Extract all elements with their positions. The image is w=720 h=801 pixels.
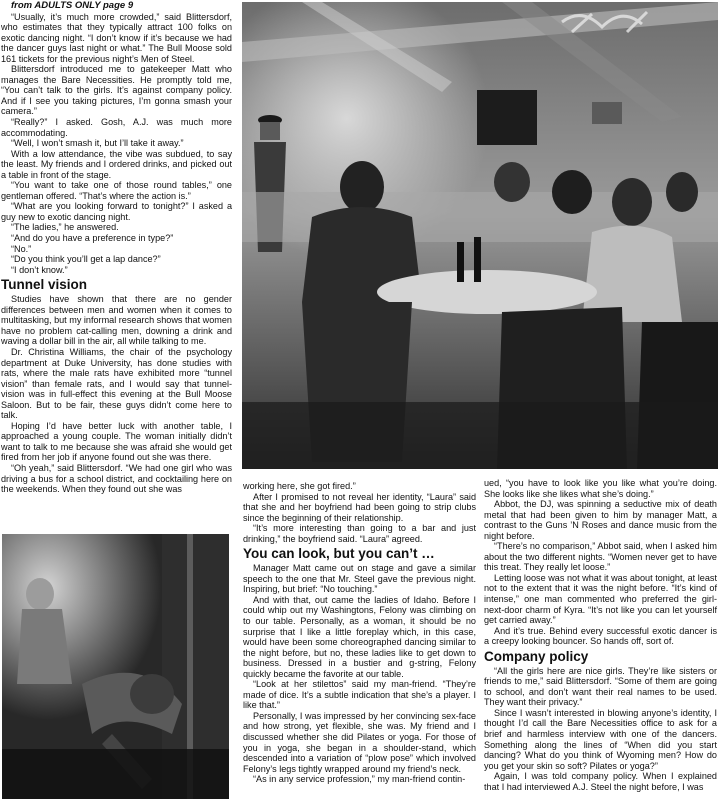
paragraph: “And do you have a preference in type?”	[11, 233, 174, 244]
paragraph: ued, “you have to look like you like what you’re doing. She looks like she likes what she’s doing.”	[484, 478, 717, 499]
paragraph: “I don’t know.”	[11, 264, 68, 275]
subheading-company-policy: Company policy	[484, 648, 589, 664]
paragraph: “Do you think you’ll get a lap dance?”	[11, 254, 161, 265]
paragraph: After I promised to not reveal her identity, “Laura” said that she and her boyfriend had been going to strip clubs since the beginning of their relationship.	[243, 491, 476, 523]
dancer-photo-art	[2, 534, 229, 799]
article-column-2	[243, 481, 476, 785]
paragraph: “What are you looking forward to tonight?” I asked a guy new to exotic dancing night.	[1, 201, 232, 222]
paragraph: working here, she got fired.”	[243, 481, 356, 491]
paragraph: “Well, I won’t smash it, but I’ll take it away.”	[11, 138, 184, 149]
paragraph: With a low attendance, the vibe was subdued, to say the least. My friends and I ordered drinks, and picked out a table in front of the stage.	[1, 148, 232, 180]
paragraph: Hoping I’d have better luck with another table, I approached a young couple. The woman initially didn’t want to talk to me because she was afraid she would get fired from her job if anyone found out she was there.	[1, 420, 232, 463]
dancer-photo	[2, 534, 229, 799]
paragraph: Studies have shown that there are no gender differences between men and women when it comes to multitasking, but my informal research shows that women have no problem cat-calling men, downing a drink and waving a dollar bill in the air, all while talking to me.	[1, 294, 232, 347]
paragraph: “No.”	[11, 243, 32, 254]
saloon-crowd-photo	[242, 2, 718, 469]
paragraph: Abbot, the DJ, was spinning a seductive mix of death metal that had been given to him by manager Matt, a contrast to the Guns ’N Roses and dance music from the night before.	[484, 499, 717, 541]
jump-line: from ADULTS ONLY page 9	[11, 0, 134, 11]
paragraph: “You want to take one of those round tables,” one gentleman offered. “That’s where the action is.”	[1, 180, 232, 201]
subheading-you-can-look: You can look, but you can’t …	[243, 546, 435, 562]
paragraph: “Really?” I asked. Gosh, A.J. was much more accommodating.	[1, 117, 232, 138]
paragraph: Manager Matt came out on stage and gave a similar speech to the one that Mr. Steel gave the previous night. Inspiring, but brief: “No touching.”	[243, 563, 476, 595]
paragraph: “All the girls here are nice girls. They’re like sisters or friends to me,” said Blittersdorf. “Some of them are going to school, and don’t want their real names to be used. They want their privacy.”	[484, 665, 717, 708]
article-column-3	[484, 478, 717, 792]
subheading-tunnel-vision: Tunnel vision	[1, 277, 88, 293]
paragraph: And it’s true. Behind every successful exotic dancer is a creepy looking bouncer. So hands off, sort of.	[484, 625, 717, 647]
paragraph: Letting loose was not what it was about tonight, at least not to the extent that it was the night before. “It’s kind of intense,” one man commented who preferred the girl-next-door charm of Kyra. “It’s not like you can let yourself get carried away.”	[484, 572, 717, 626]
saloon-crowd-photo-art	[242, 2, 718, 469]
paragraph: “The ladies,” he answered.	[11, 222, 119, 233]
paragraph: Personally, I was impressed by her convincing sex-face and how strong, yet flexible, she was. My friend and I discussed whether she did Pilates or yoga. For those of you in yoga, she began in a shoulder-stand, which descended into a variation of “plow pose” which involved Felony’s legs tightly wrapped around my friend’s neck.	[243, 710, 476, 774]
paragraph: “Oh yeah,” said Blittersdorf. “We had one girl who was driving a bus for a school district, and cocktailing here on the weekends. When they found out she was	[1, 462, 232, 495]
paragraph: And with that, out came the ladies of Idaho. Before I could whip out my Washingtons, Felony was climbing on to our table. Personally, as a woman, it should be no surprise that I like a little foreplay which, in this case, would have been some choreographed dancing similar to the night before, but no, these ladies like to get down to business. Dressed in a bustier and g-string, Felony quickly became the favorite at our table.	[243, 594, 476, 679]
paragraph: Again, I was told company policy. When I explained that I had interviewed A.J. Steel the night before, I was	[484, 771, 717, 792]
paragraph: “Look at her stilettos” said my man-friend. “They’re made of dice. It’s a subtle indication that she’s a player. I like that.”	[243, 679, 476, 711]
article-column-1	[1, 1, 232, 495]
paragraph: “There’s no comparison,” Abbot said, when I asked him about the two different nights. “Women never get to have this treat. They really let loose.”	[484, 541, 717, 573]
paragraph: Since I wasn’t interested in blowing anyone’s identity, I thought I’d call the Bare Necessities office to ask for a brief and harmless interview with one of the dancers. Something along the lines of “When did you start dancing? What do you think of Wyoming men? How do you get your skin so soft? Pilates or yoga?”	[484, 707, 717, 771]
paragraph: “Usually, it’s much more crowded,” said Blittersdorf, who estimates that they typically attract 100 folks on exotic dancing night. “I don’t know if it’s because we had the dancer guys last night or what.” The Bull Moose sold 161 tickets for the previous night’s Men of Steel.	[1, 11, 232, 64]
paragraph: Dr. Christina Williams, the chair of the psychology department at Duke University, has done studies with rats, where the male rats have exhibited more “tunnel vision” than female rats, and I would say that tunnel-vision was in full-effect this evening at the Bull Moose Saloon. But to be fair, these guys didn’t come here to talk.	[1, 346, 232, 421]
paragraph: Blittersdorf introduced me to gatekeeper Matt who manages the Bare Necessities. He promptly told me, “You can’t talk to the girls. It’s against company policy. And if I see you taking pictures, I’m gonna smash your camera.”	[1, 64, 232, 117]
paragraph: “As in any service profession,” my man-friend contin-	[253, 774, 466, 785]
paragraph: “It’s more interesting than going to a bar and just drinking,” the boyfriend said. “Laura” agreed.	[243, 523, 476, 544]
